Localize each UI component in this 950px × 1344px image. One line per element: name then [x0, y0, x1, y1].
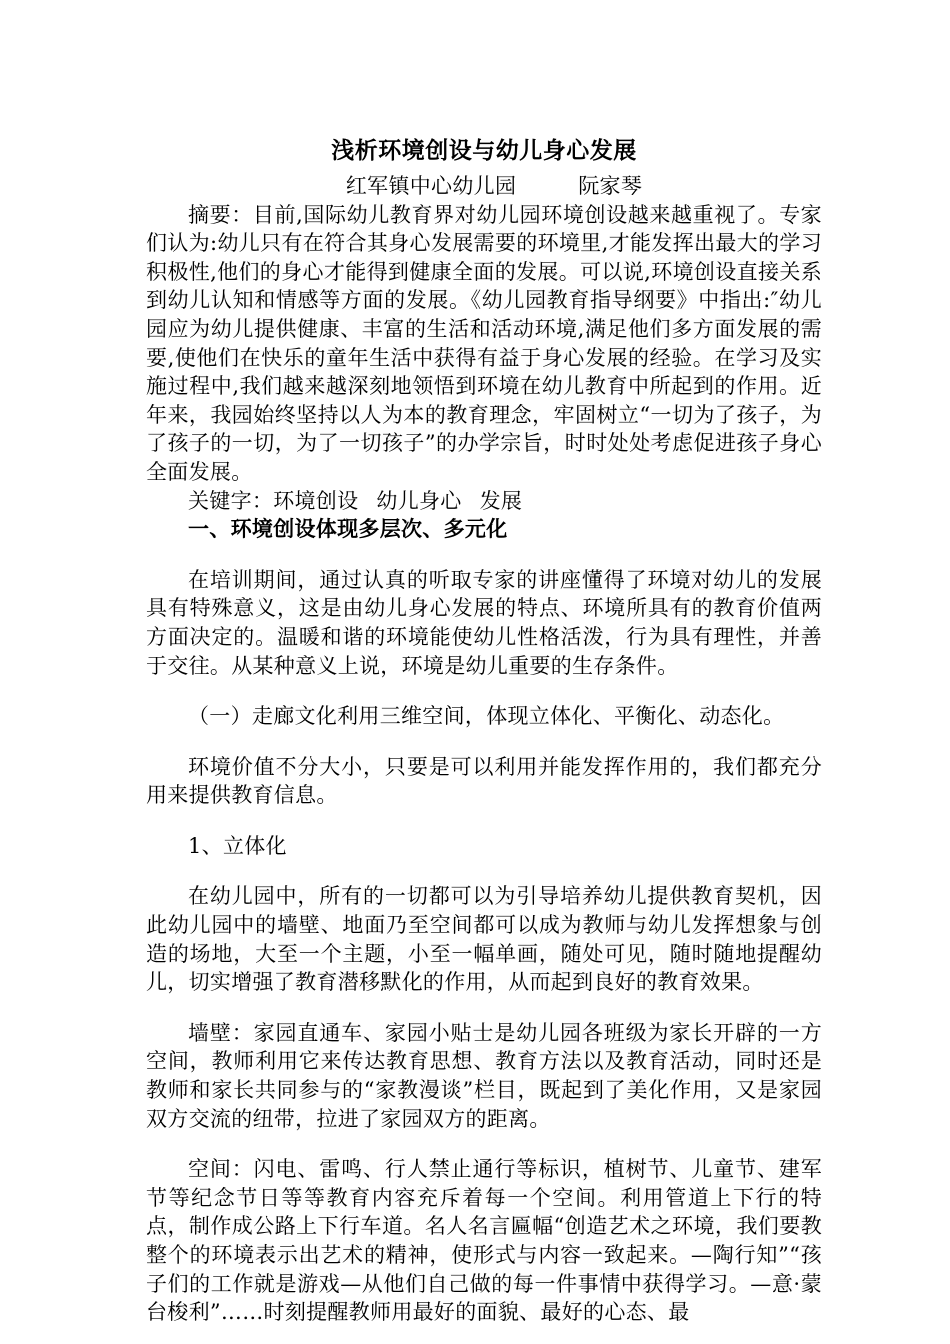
- keywords-line: [146, 487, 822, 516]
- body-paragraph: 空间：闪电、雷鸣、行人禁止通行等标识，植树节、儿童节、建军节等纪念节日等等教育内容充斥着每一个空间。利用管道上下行的特点，制作成公路上下行车道。名人名言匾幅“创造艺术之环境，我们要教整个的环境表示出艺术的精神，使形式与内容一致起来。—陶行知”“孩子们的工作就是游戏—从他们自己做的每一件事情中获得学习。—意·蒙台梭利”……时刻提醒教师用最好的面貌、最好的心态、最: [146, 1157, 822, 1325]
- author-name: 阮家琴: [578, 174, 643, 198]
- subsection-heading: 1、立体化: [188, 833, 287, 858]
- page-title: 浅析环境创设与幼儿身心发展: [331, 138, 637, 164]
- body-paragraph: 环境价值不分大小，只要是可以利用并能发挥作用的，我们都充分用来提供教育信息。: [146, 754, 822, 808]
- keyword-item: 幼儿身心: [376, 488, 462, 513]
- author-organization: 红军镇中心幼儿园: [345, 174, 517, 198]
- byline: [146, 172, 822, 201]
- keyword-item: 发展: [479, 488, 523, 513]
- keyword-item: 环境创设: [273, 488, 359, 513]
- subsection-heading: （一）走廊文化利用三维空间，体现立体化、平衡化、动态化。: [188, 704, 785, 729]
- keywords-label: 关键字：: [188, 488, 274, 513]
- body-paragraph: 在幼儿园中，所有的一切都可以为引导培养幼儿提供教育契机，因此幼儿园中的墙壁、地面乃至空间都可以成为教师与幼儿发挥想象与创造的场地，大至一个主题，小至一幅单画，随处可见，随时随地提醒幼儿，切实增强了教育潜移默化的作用，从而起到良好的教育效果。: [146, 884, 822, 995]
- section-heading: 一、环境创设体现多层次、多元化: [188, 517, 508, 542]
- body-paragraph: 在培训期间，通过认真的听取专家的讲座懂得了环境对幼儿的发展具有特殊意义，这是由幼儿身心发展的特点、环境所具有的教育价值两方面决定的。温暖和谐的环境能使幼儿性格活泼，行为具有理性，并善于交往。从某种意义上说，环境是幼儿重要的生存条件。: [146, 567, 822, 678]
- abstract-paragraph: 摘要：目前,国际幼儿教育界对幼儿园环境创设越来越重视了。专家们认为:幼儿只有在符合其身心发展需要的环境里,才能发挥出最大的学习积极性,他们的身心才能得到健康全面的发展。可以说,环境创设直接关系到幼儿认知和情感等方面的发展。《幼儿园教育指导纲要》中指出:″幼儿园应为幼儿提供健康、丰富的生活和活动环境,满足他们多方面发展的需要,使他们在快乐的童年生活中获得有益于身心发展的经验。在学习及实施过程中,我们越来越深刻地领悟到环境在幼儿教育中所起到的作用。近年来，我园始终坚持以人为本的教育理念，牢固树立“一切为了孩子，为了孩子的一切，为了一切孩子”的办学宗旨，时时处处考虑促进孩子身心全面发展。: [146, 202, 822, 484]
- body-paragraph: 墙壁：家园直通车、家园小贴士是幼儿园各班级为家长开辟的一方空间，教师利用它来传达教育思想、教育方法以及教育活动，同时还是教师和家长共同参与的“家教漫谈”栏目，既起到了美化作用，又是家园双方交流的纽带，拉进了家园双方的距离。: [146, 1020, 822, 1131]
